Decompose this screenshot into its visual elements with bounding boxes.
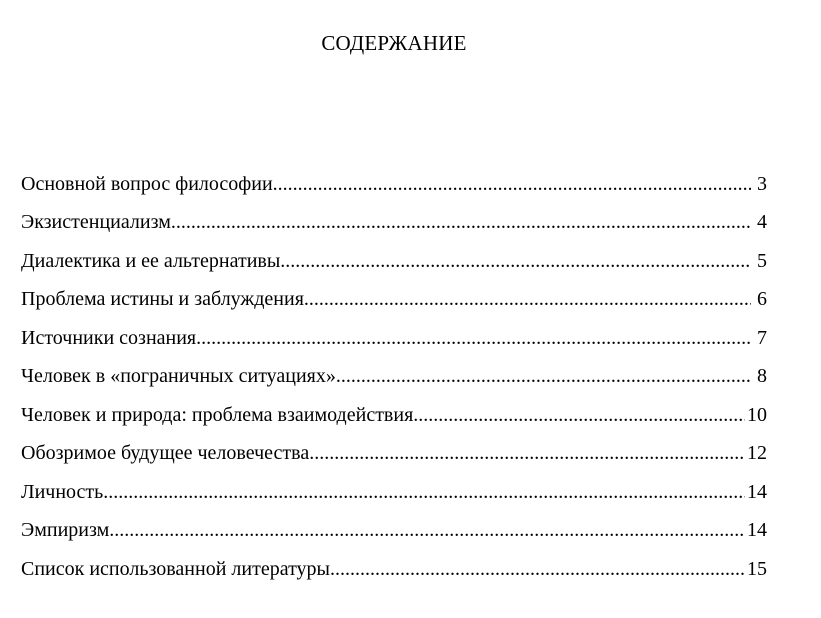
toc-dot-leader [314,442,745,465]
toc-entry-label: Экзистенциализм. [21,211,176,234]
toc-dot-leader [196,327,751,350]
toc-entry[interactable] [21,281,767,320]
toc-entry[interactable] [21,204,767,243]
toc-entry-page: 15 [747,557,767,580]
toc-entry-label: Человек в «пограничных ситуациях» [21,365,336,388]
toc-entry[interactable] [21,319,767,358]
toc-entry[interactable] [21,396,767,435]
toc-entry-label: Личность [21,480,104,503]
toc-entry-label: Список использованной литературы [21,557,330,580]
toc-entry[interactable] [21,512,767,551]
toc-entry-page: 3 [757,172,767,195]
toc-entry-page: 10 [747,403,767,426]
toc-dot-leader [176,211,751,234]
toc-dot-leader [280,250,751,273]
toc-entry[interactable] [21,358,767,397]
toc-entry-label: Человек и природа: проблема взаимодействия. [21,403,419,426]
toc-entry-label: Основной вопрос философии [21,172,273,195]
toc-dot-leader [273,173,751,196]
toc-entry[interactable] [21,435,767,474]
toc-entry[interactable] [21,242,767,281]
toc-dot-leader [418,404,745,427]
toc-entry-page: 14 [747,480,767,503]
toc-entry-page: 5 [757,249,767,272]
toc-entry[interactable] [21,550,767,589]
toc-entry[interactable] [21,473,767,512]
toc-dot-leader [330,558,745,581]
table-of-contents [21,165,767,589]
toc-dot-leader [336,365,751,388]
toc-entry-page: 4 [757,211,767,234]
toc-entry-label: Источники сознания [21,326,197,349]
toc-entry-label: Диалектика и ее альтернативы [21,249,281,272]
toc-entry-page: 14 [747,519,767,542]
toc-entry-label: Обозримое будущее человечества. [21,442,315,465]
toc-entry-label: Эмпиризм. [21,519,115,542]
toc-dot-leader [114,519,745,542]
toc-entry[interactable] [21,165,767,204]
toc-dot-leader [103,481,745,504]
toc-entry-page: 12 [747,442,767,465]
toc-entry-label: Проблема истины и заблуждения. [21,288,309,311]
page-title: СОДЕРЖАНИЕ [321,31,467,55]
toc-entry-page: 7 [757,326,767,349]
toc-entry-page: 6 [757,288,767,311]
toc-dot-leader [309,288,751,311]
toc-entry-page: 8 [757,365,767,388]
